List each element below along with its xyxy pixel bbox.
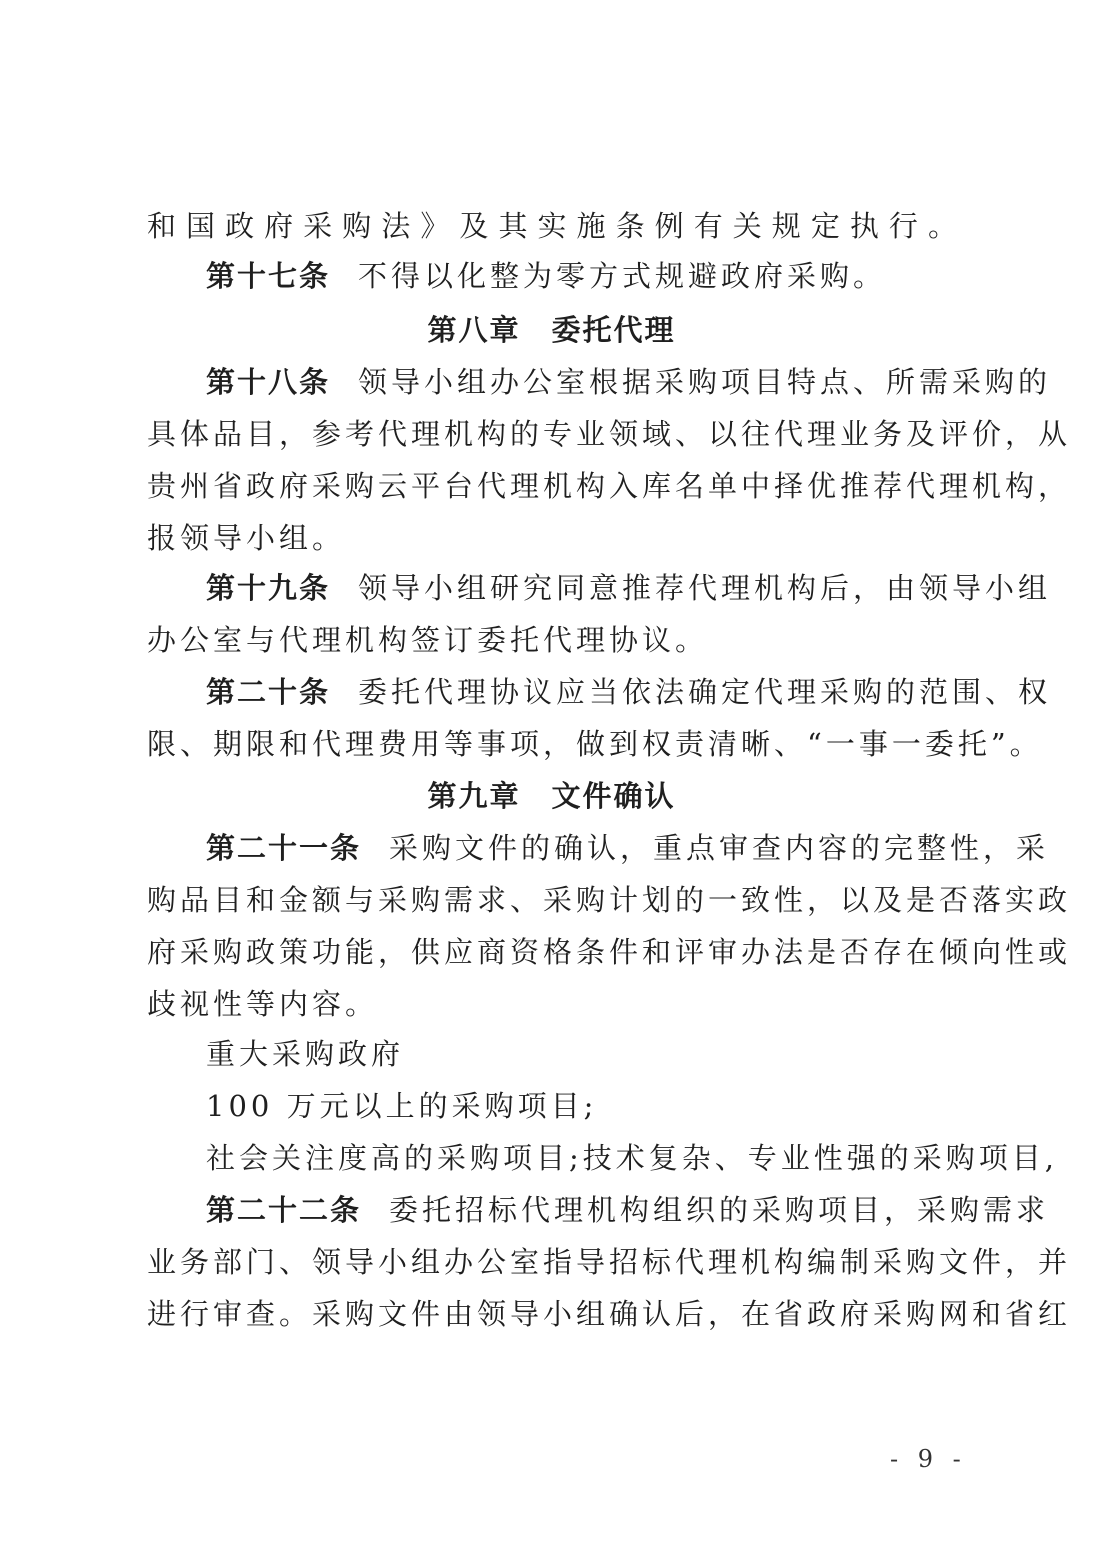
paragraph-line: 进行审查。采购文件由领导小组确认后，在省政府采购网和省红 <box>147 1297 1072 1331</box>
paragraph-line: 限、期限和代理费用等事项，做到权责清晰、“一事一委托”。 <box>147 727 1043 761</box>
article-text: 采购文件的确认，重点审查内容的完整性，采 <box>389 831 1050 865</box>
article-text: 领导小组研究同意推荐代理机构后，由领导小组 <box>358 571 1052 605</box>
paragraph-line: 购品目和金额与采购需求、采购计划的一致性，以及是否落实政 <box>147 883 1072 917</box>
article-title: 第二十二条 <box>206 1193 362 1227</box>
article-title: 第十七条 <box>206 259 331 293</box>
article-text: 委托代理协议应当依法确定代理采购的范围、权 <box>358 675 1052 709</box>
article-text: 不得以化整为零方式规避政府采购。 <box>358 259 887 293</box>
paragraph-line: 报领导小组。 <box>147 521 346 555</box>
paragraph-line: 办公室与代理机构签订委托代理协议。 <box>147 623 709 657</box>
paragraph-line: 和国政府采购法》及其实施条例有关规定执行。 <box>147 209 961 243</box>
page-number: - 9 - <box>890 1445 967 1473</box>
paragraph-line: 贵州省政府采购云平台代理机构入库名单中择优推荐代理机构， <box>147 469 1072 503</box>
article-text: 委托招标代理机构组织的采购项目，采购需求 <box>389 1193 1050 1227</box>
article-title: 第十九条 <box>206 571 331 605</box>
article-title: 第二十条 <box>206 675 331 709</box>
article-title: 第十八条 <box>206 365 331 399</box>
article-18 <box>206 362 1052 402</box>
chapter-heading-9: 第九章 文件确认 <box>427 779 676 813</box>
article-text: 领导小组办公室根据采购项目特点、所需采购的 <box>358 365 1052 399</box>
paragraph-line: 重大采购政府 <box>206 1037 405 1071</box>
paragraph-line: 100 万元以上的采购项目; <box>206 1089 598 1123</box>
article-22 <box>206 1190 1049 1230</box>
paragraph-line: 具体品目，参考代理机构的专业领域、以往代理业务及评价，从 <box>147 417 1072 451</box>
paragraph-line: 府采购政策功能，供应商资格条件和评审办法是否存在倾向性或 <box>147 935 1072 969</box>
paragraph-line: 业务部门、领导小组办公室指导招标代理机构编制采购文件，并 <box>147 1245 1072 1279</box>
article-20 <box>206 672 1051 712</box>
article-21 <box>206 828 1049 868</box>
article-17 <box>206 256 886 296</box>
article-19 <box>206 568 1051 608</box>
paragraph-line: 歧视性等内容。 <box>147 987 379 1021</box>
chapter-heading-8: 第八章 委托代理 <box>427 313 676 347</box>
paragraph-line: 社会关注度高的采购项目;技术复杂、专业性强的采购项目, <box>206 1141 1058 1175</box>
article-title: 第二十一条 <box>206 831 362 865</box>
